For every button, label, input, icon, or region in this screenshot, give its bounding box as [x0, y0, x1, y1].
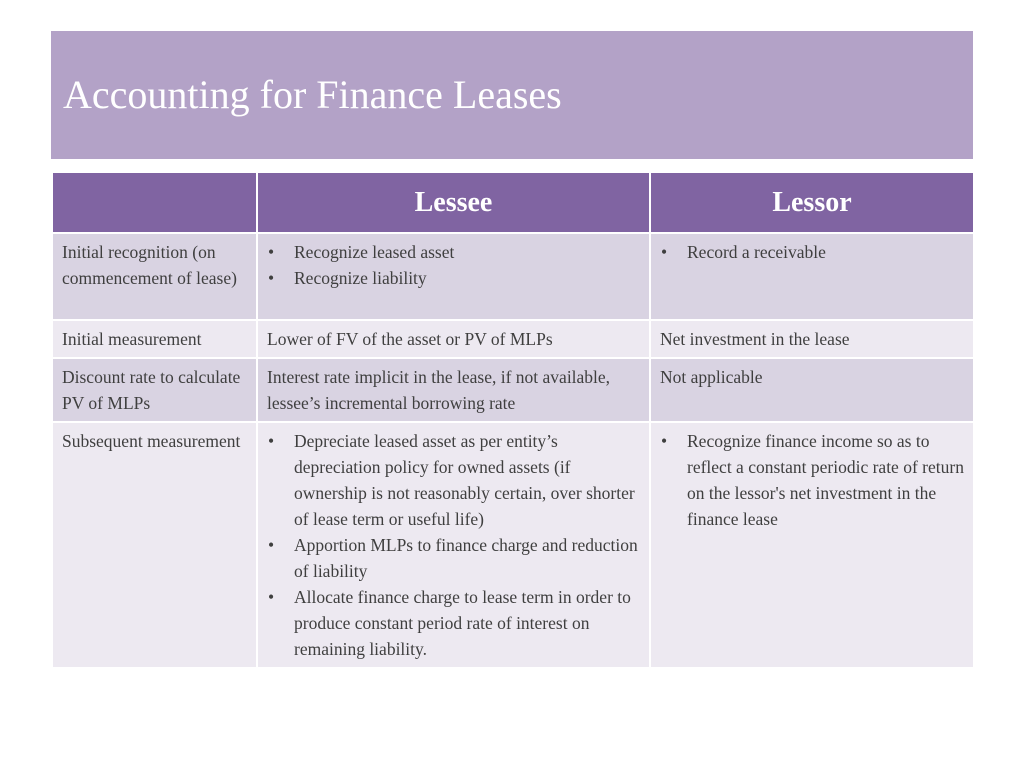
lessee-cell — [257, 233, 650, 320]
table-row — [52, 422, 974, 668]
lessee-cell — [257, 422, 650, 668]
lessee-cell: Lower of FV of the asset or PV of MLPs — [257, 320, 650, 358]
table-row — [52, 358, 974, 422]
table-header-row — [52, 172, 974, 233]
lessor-cell — [650, 233, 974, 320]
bullet-list — [267, 239, 641, 291]
header-lessee: Lessee — [257, 172, 650, 233]
list-item: • Recognize leased asset — [267, 239, 641, 265]
header-lessor: Lessor — [650, 172, 974, 233]
list-item: • Depreciate leased asset as per entity’s depreciation policy for owned assets (if ownership is not reasonably certain, over shorter of lease term or useful life) — [267, 428, 641, 532]
lessee-cell: Interest rate implicit in the lease, if not available, lessee’s incremental borrowing rate — [257, 358, 650, 422]
finance-lease-table — [51, 171, 975, 669]
row-label: Subsequent measurement — [52, 422, 257, 668]
lessor-cell: Net investment in the lease — [650, 320, 974, 358]
row-label: Initial recognition (on commencement of lease) — [52, 233, 257, 320]
header-empty-cell — [52, 172, 257, 233]
slide-title: Accounting for Finance Leases — [63, 72, 562, 117]
bullet-list — [267, 428, 641, 662]
bullet-list — [660, 239, 965, 265]
list-item: • Record a receivable — [660, 239, 965, 265]
lessor-cell — [650, 422, 974, 668]
row-label: Initial measurement — [52, 320, 257, 358]
list-item: • Allocate finance charge to lease term in order to produce constant period rate of interest on remaining liability. — [267, 584, 641, 662]
list-item: • Recognize finance income so as to reflect a constant periodic rate of return on the lessor's net investment in the finance lease — [660, 428, 965, 532]
bullet-list — [660, 428, 965, 532]
table-row — [52, 320, 974, 358]
row-label: Discount rate to calculate PV of MLPs — [52, 358, 257, 422]
title-bar — [51, 31, 973, 159]
list-item: • Apportion MLPs to finance charge and reduction of liability — [267, 532, 641, 584]
list-item: • Recognize liability — [267, 265, 641, 291]
lessor-cell: Not applicable — [650, 358, 974, 422]
table-row — [52, 233, 974, 320]
